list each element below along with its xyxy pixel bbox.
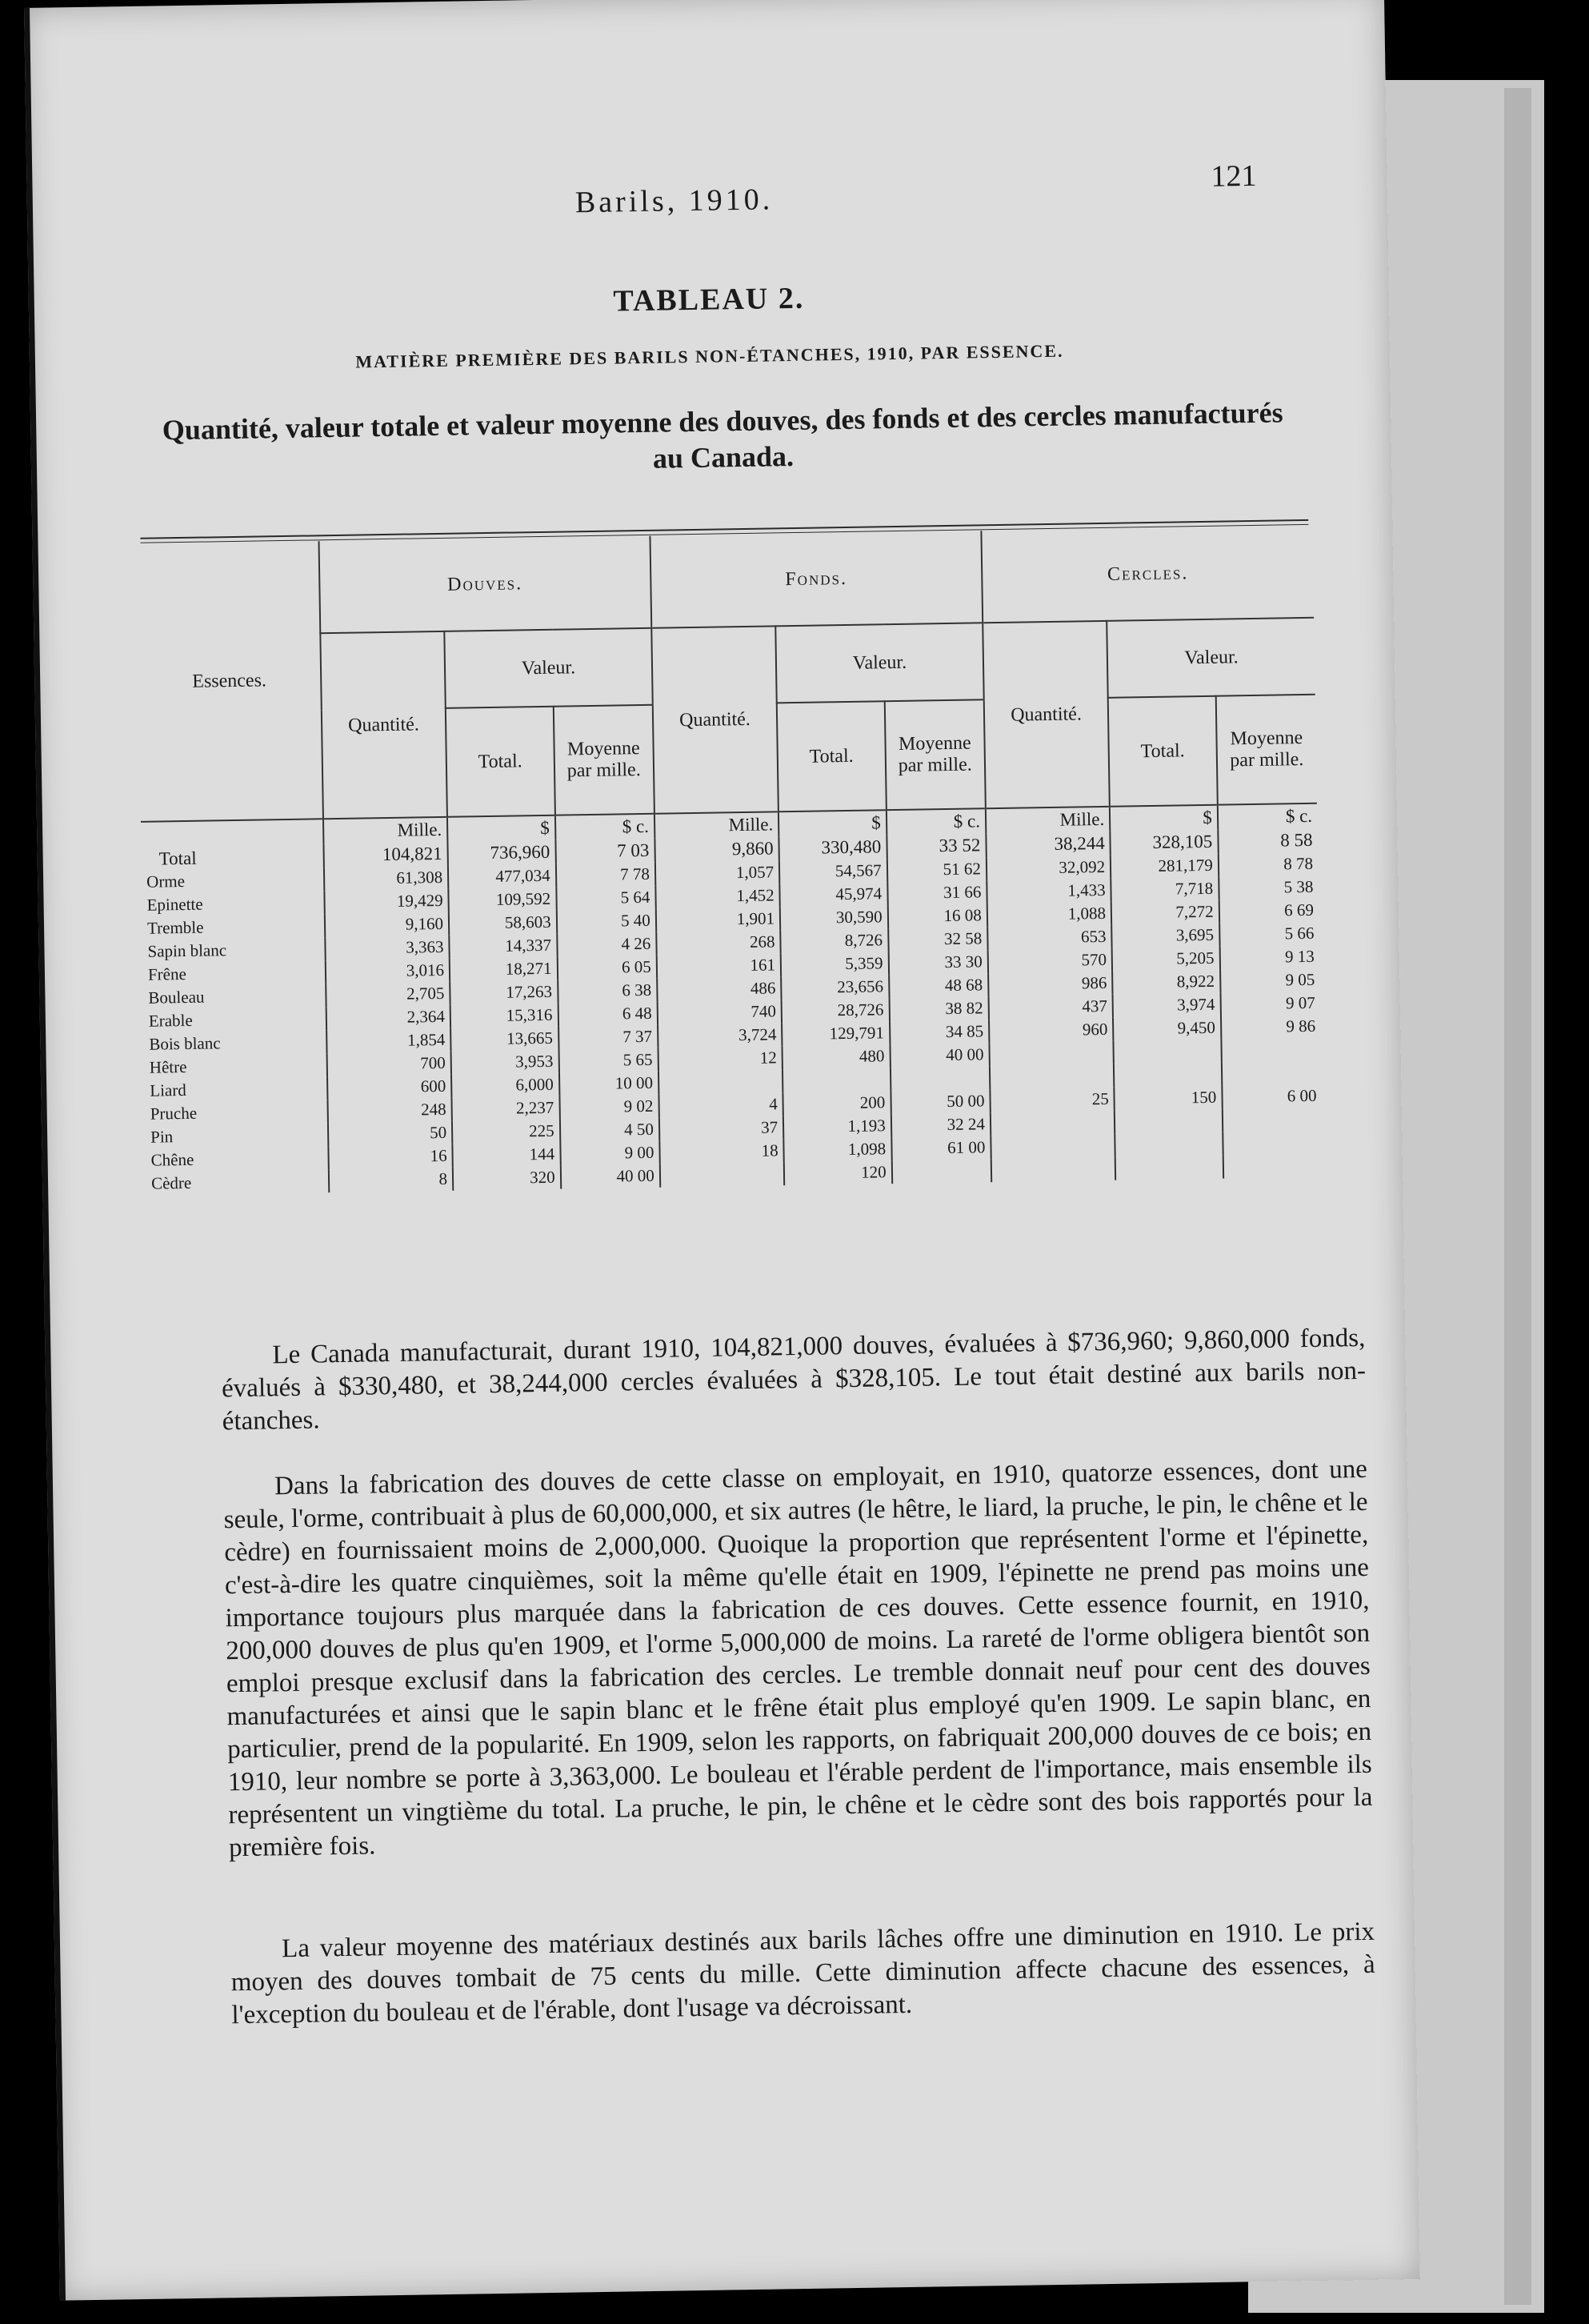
species-name: Hêtre bbox=[149, 1056, 187, 1077]
value-cell bbox=[1222, 1108, 1322, 1132]
value-cell: 9 02 bbox=[559, 1095, 659, 1120]
value-cell: 4 26 bbox=[557, 932, 657, 957]
page-header bbox=[27, 158, 1388, 242]
value-cell: 1,854 bbox=[326, 1028, 451, 1053]
value-cell: 25 bbox=[990, 1088, 1115, 1112]
value-cell: 7,272 bbox=[1111, 900, 1219, 925]
species-name: Tremble bbox=[146, 917, 204, 938]
value-cell bbox=[990, 1064, 1115, 1089]
value-cell: 3,953 bbox=[451, 1050, 559, 1075]
cercles-valeur-header: Valeur. bbox=[1107, 618, 1315, 698]
value-cell: 9 05 bbox=[1220, 968, 1320, 993]
value-cell: 40 00 bbox=[560, 1164, 660, 1189]
essences-header: Essences. bbox=[192, 669, 267, 692]
value-cell: 1,433 bbox=[987, 879, 1111, 904]
total-cell: 330,480 bbox=[778, 835, 887, 860]
group-cercles: Cercles. bbox=[981, 526, 1314, 623]
value-cell: 2,705 bbox=[326, 982, 450, 1007]
douves-valeur-header: Valeur. bbox=[444, 628, 652, 708]
binding-edge bbox=[24, 8, 66, 2301]
paragraph-summary: Le Canada manufacturait, durant 1910, 104,821,000 douves, évaluées à $736,960; 9,860,000 fonds, évalués à $330,480, et 38,244,000 cercles évaluées à $328,105. Le tout était destiné aux barils non-étanches. bbox=[221, 1323, 1367, 1436]
value-cell: 8 78 bbox=[1218, 852, 1318, 877]
douves-total-header: Total. bbox=[446, 707, 555, 817]
value-cell: 6 00 bbox=[1222, 1084, 1322, 1109]
value-cell: 15,316 bbox=[450, 1004, 558, 1028]
paragraph-valeur: La valeur moyenne des matériaux destinés aux barils lâches offre une diminution en 1910. Le prix moyen des douves tombait de 75 cents du mille. Cette diminution affecte chacune des essences, à l'exception du bouleau et de l'érable, dont l'usage va décroissant. bbox=[230, 1917, 1375, 2030]
value-cell bbox=[891, 1159, 991, 1184]
value-cell: 740 bbox=[657, 1000, 782, 1024]
value-cell: 6,000 bbox=[451, 1073, 559, 1098]
value-cell: 5 38 bbox=[1219, 876, 1319, 900]
table-title: TABLEAU 2. bbox=[613, 281, 805, 319]
value-cell bbox=[1223, 1131, 1323, 1156]
value-cell: 1,452 bbox=[655, 884, 780, 908]
value-cell: 17,263 bbox=[450, 980, 558, 1005]
value-cell bbox=[1114, 1063, 1222, 1088]
value-cell: 2,364 bbox=[326, 1005, 450, 1030]
total-label: Total bbox=[158, 847, 197, 868]
value-cell: 8,726 bbox=[780, 928, 888, 953]
value-cell bbox=[1115, 1156, 1223, 1180]
running-head: Barils, 1910. bbox=[574, 182, 774, 220]
total-cell: 328,105 bbox=[1110, 830, 1218, 855]
value-cell: 9 00 bbox=[560, 1141, 660, 1166]
unit-cell: $ c. bbox=[887, 808, 987, 835]
species-name: Erable bbox=[148, 1010, 193, 1031]
value-cell: 32,092 bbox=[987, 855, 1111, 880]
value-cell bbox=[1223, 1154, 1323, 1179]
data-table bbox=[137, 526, 1323, 1196]
value-cell: 40 00 bbox=[890, 1043, 990, 1068]
fonds-total-header: Total. bbox=[777, 701, 887, 811]
total-cell: 38,244 bbox=[986, 831, 1111, 857]
species-rows bbox=[142, 852, 1323, 1196]
species-name: Pruche bbox=[150, 1103, 198, 1124]
value-cell bbox=[891, 1066, 991, 1091]
species-name: Orme bbox=[146, 871, 186, 892]
value-cell bbox=[1221, 1038, 1321, 1063]
value-cell: 5 40 bbox=[556, 909, 656, 934]
value-cell: 1,057 bbox=[655, 860, 780, 885]
value-cell: 50 bbox=[328, 1121, 453, 1146]
value-cell: 7,718 bbox=[1111, 877, 1219, 902]
fonds-moyenne-header: Moyenne par mille. bbox=[884, 699, 985, 810]
species-name: Epinette bbox=[146, 894, 203, 915]
value-cell: 600 bbox=[327, 1075, 452, 1100]
fonds-quantite-header: Quantité. bbox=[651, 626, 778, 813]
value-cell: 4 50 bbox=[559, 1118, 659, 1143]
value-cell: 2,237 bbox=[451, 1096, 559, 1121]
value-cell bbox=[1222, 1061, 1322, 1086]
value-cell: 18 bbox=[659, 1139, 784, 1164]
value-cell: 3,724 bbox=[658, 1023, 782, 1048]
table-subtitle: MATIÈRE PREMIÈRE DES BARILS NON-ÉTANCHES, 1910, PAR ESSENCE. bbox=[355, 340, 1064, 372]
value-cell: 3,016 bbox=[325, 959, 450, 984]
value-cell: 7 78 bbox=[555, 863, 655, 888]
value-cell: 58,603 bbox=[449, 911, 557, 936]
value-cell bbox=[991, 1157, 1116, 1182]
value-cell: 16 bbox=[328, 1144, 453, 1169]
value-cell: 8,922 bbox=[1112, 970, 1220, 995]
table-caption: Quantité, valeur totale et valeur moyenne des douves, des fonds et des cercles manufacturés au Canada. bbox=[162, 396, 1283, 475]
unit-cell: $ c. bbox=[1218, 803, 1318, 830]
page-number: 121 bbox=[1211, 158, 1257, 194]
value-cell: 268 bbox=[656, 930, 781, 955]
value-cell: 32 24 bbox=[891, 1112, 991, 1137]
value-cell: 28,726 bbox=[782, 998, 890, 1023]
total-cell: 33 52 bbox=[887, 833, 987, 859]
value-cell: 5,359 bbox=[781, 952, 889, 976]
value-cell: 281,179 bbox=[1111, 854, 1219, 879]
value-cell: 480 bbox=[782, 1044, 891, 1069]
value-cell: 9 07 bbox=[1220, 992, 1320, 1016]
value-cell: 1,088 bbox=[987, 902, 1112, 927]
value-cell: 45,974 bbox=[779, 882, 887, 907]
value-cell: 34 85 bbox=[890, 1020, 990, 1044]
species-name: Cèdre bbox=[150, 1172, 192, 1193]
value-cell: 109,592 bbox=[448, 888, 556, 912]
value-cell: 3,363 bbox=[325, 936, 450, 960]
value-cell: 32 58 bbox=[888, 927, 988, 952]
total-cell: 104,821 bbox=[323, 842, 448, 867]
value-cell: 31 66 bbox=[887, 880, 987, 905]
value-cell bbox=[1114, 1040, 1222, 1064]
value-cell: 5 65 bbox=[558, 1048, 658, 1073]
value-cell: 144 bbox=[452, 1143, 560, 1168]
value-cell: 5,205 bbox=[1112, 947, 1220, 972]
species-name: Bouleau bbox=[148, 987, 205, 1008]
value-cell: 54,567 bbox=[779, 859, 887, 884]
value-cell bbox=[782, 1068, 891, 1092]
value-cell: 986 bbox=[988, 972, 1113, 996]
species-name: Chêne bbox=[150, 1149, 194, 1170]
cercles-quantite-header: Quantité. bbox=[983, 621, 1110, 808]
value-cell: 61,308 bbox=[324, 866, 449, 891]
species-name: Bois blanc bbox=[149, 1033, 221, 1054]
value-cell: 1,193 bbox=[783, 1114, 891, 1139]
value-cell: 37 bbox=[659, 1116, 784, 1140]
douves-quantite-header: Quantité. bbox=[320, 631, 447, 819]
value-cell bbox=[1115, 1132, 1223, 1157]
value-cell: 570 bbox=[987, 948, 1112, 973]
value-cell: 14,337 bbox=[449, 934, 557, 959]
value-cell: 9 13 bbox=[1219, 945, 1319, 970]
value-cell: 30,590 bbox=[780, 905, 888, 930]
unit-cell: $ c. bbox=[555, 814, 655, 840]
value-cell: 16 08 bbox=[887, 904, 987, 928]
value-cell: 120 bbox=[784, 1160, 892, 1185]
unit-cell: $ bbox=[778, 810, 887, 836]
value-cell: 13,665 bbox=[450, 1027, 558, 1052]
value-cell: 960 bbox=[989, 1018, 1114, 1043]
value-cell: 8 bbox=[329, 1168, 454, 1192]
value-cell: 248 bbox=[327, 1098, 452, 1123]
value-cell: 33 30 bbox=[888, 950, 988, 975]
document-page bbox=[24, 0, 1420, 2301]
value-cell: 1,098 bbox=[783, 1137, 891, 1162]
species-name: Sapin blanc bbox=[147, 940, 227, 961]
value-cell: 437 bbox=[988, 995, 1113, 1020]
fonds-valeur-header: Valeur. bbox=[775, 623, 983, 703]
species-name: Liard bbox=[150, 1080, 186, 1100]
species-name: Pin bbox=[150, 1127, 174, 1147]
value-cell: 5 66 bbox=[1219, 922, 1319, 947]
value-cell: 700 bbox=[326, 1052, 451, 1076]
value-cell: 19,429 bbox=[324, 889, 449, 914]
total-cell: 7 03 bbox=[555, 839, 655, 864]
value-cell: 10 00 bbox=[559, 1072, 659, 1096]
value-cell: 50 00 bbox=[891, 1089, 991, 1114]
value-cell: 486 bbox=[657, 976, 782, 1001]
value-cell: 7 37 bbox=[558, 1025, 658, 1050]
unit-cell: $ bbox=[447, 815, 555, 842]
value-cell: 477,034 bbox=[448, 864, 556, 889]
value-cell: 6 05 bbox=[557, 956, 657, 980]
unit-cell: Mille. bbox=[323, 817, 448, 843]
value-cell: 5 64 bbox=[556, 886, 656, 911]
group-douves: Douves. bbox=[318, 536, 651, 633]
value-cell: 23,656 bbox=[781, 975, 889, 1000]
total-cell: 736,960 bbox=[447, 840, 555, 866]
group-fonds: Fonds. bbox=[650, 531, 983, 627]
douves-moyenne-header: Moyenne par mille. bbox=[553, 705, 654, 815]
value-cell: 48 68 bbox=[889, 973, 989, 998]
unit-cell: $ bbox=[1110, 805, 1218, 831]
value-cell: 4 bbox=[658, 1092, 783, 1117]
value-cell bbox=[989, 1041, 1114, 1066]
value-cell: 12 bbox=[658, 1046, 782, 1071]
value-cell bbox=[1115, 1109, 1223, 1134]
value-cell: 9,160 bbox=[325, 912, 450, 937]
unit-cell: Mille. bbox=[986, 807, 1111, 833]
value-cell: 9 86 bbox=[1221, 1015, 1321, 1040]
paragraph-essences: Dans la fabrication des douves de cette classe on employait, en 1910, quatorze essences, dont une seule, l'orme, contribuait à plus de 60,000,000, et six autres (le hêtre, le liard, la pruche, le pin, le chêne et le cèdre) en fournissaient moins de 2,000,000. Quoique la proportion que représentent l'orme et l'épinette, c'est-à-dire les quatre cinquièmes, soit la même qu'elle était en 1909, l'épinette ne prend pas moins une importance toujours plus marquée dans la fabrication de ces douves. Cette essence fournit, en 1910, 200,000 douves de plus qu'en 1909, et l'orme 5,000,000 de moins. La rareté de l'orme obligera bientôt son emploi presque exclusif dans la fabrication des cercles. Le tremble donnait neuf pour cent des douves manufacturées et ainsi que le sapin blanc et le frêne était plus employé qu'en 1909. Le sapin blanc, en particulier, prend de la popularité. En 1909, selon les rapports, on fabriquait 200,000 douves de ce bois; en 1910, leur nombre se porte à 3,363,000. Le bouleau et l'érable perdent de l'importance, mais ensemble ils représentent un vingtième du total. La pruche, le pin, le chêne et le cèdre sont des bois rapportés pour la première fois. bbox=[223, 1454, 1373, 1863]
species-name: Frêne bbox=[147, 964, 186, 984]
value-cell bbox=[658, 1069, 783, 1094]
value-cell: 129,791 bbox=[782, 1021, 890, 1046]
value-cell: 1,901 bbox=[656, 907, 781, 932]
cercles-total-header: Total. bbox=[1108, 696, 1218, 807]
value-cell: 51 62 bbox=[887, 857, 987, 882]
value-cell: 225 bbox=[452, 1120, 560, 1144]
value-cell: 6 48 bbox=[558, 1002, 658, 1027]
value-cell: 653 bbox=[987, 925, 1112, 950]
value-cell: 161 bbox=[656, 953, 781, 978]
value-cell: 61 00 bbox=[891, 1136, 991, 1160]
value-cell: 6 69 bbox=[1219, 899, 1319, 924]
value-cell: 3,974 bbox=[1113, 993, 1221, 1018]
unit-cell: Mille. bbox=[654, 811, 779, 838]
cercles-moyenne-header: Moyenne par mille. bbox=[1215, 695, 1316, 805]
total-cell: 9,860 bbox=[654, 836, 779, 862]
value-cell: 200 bbox=[782, 1091, 891, 1116]
value-cell: 150 bbox=[1114, 1086, 1222, 1111]
page-edge bbox=[1504, 88, 1531, 2305]
value-cell: 9,450 bbox=[1113, 1016, 1221, 1041]
value-cell bbox=[991, 1111, 1115, 1136]
value-cell: 6 38 bbox=[558, 979, 658, 1004]
value-cell bbox=[991, 1134, 1115, 1159]
value-cell: 18,271 bbox=[450, 957, 558, 982]
total-cell: 8 58 bbox=[1218, 828, 1318, 854]
value-cell: 320 bbox=[453, 1166, 561, 1191]
value-cell: 3,695 bbox=[1111, 924, 1219, 948]
value-cell: 38 82 bbox=[889, 996, 989, 1021]
value-cell bbox=[660, 1162, 785, 1187]
